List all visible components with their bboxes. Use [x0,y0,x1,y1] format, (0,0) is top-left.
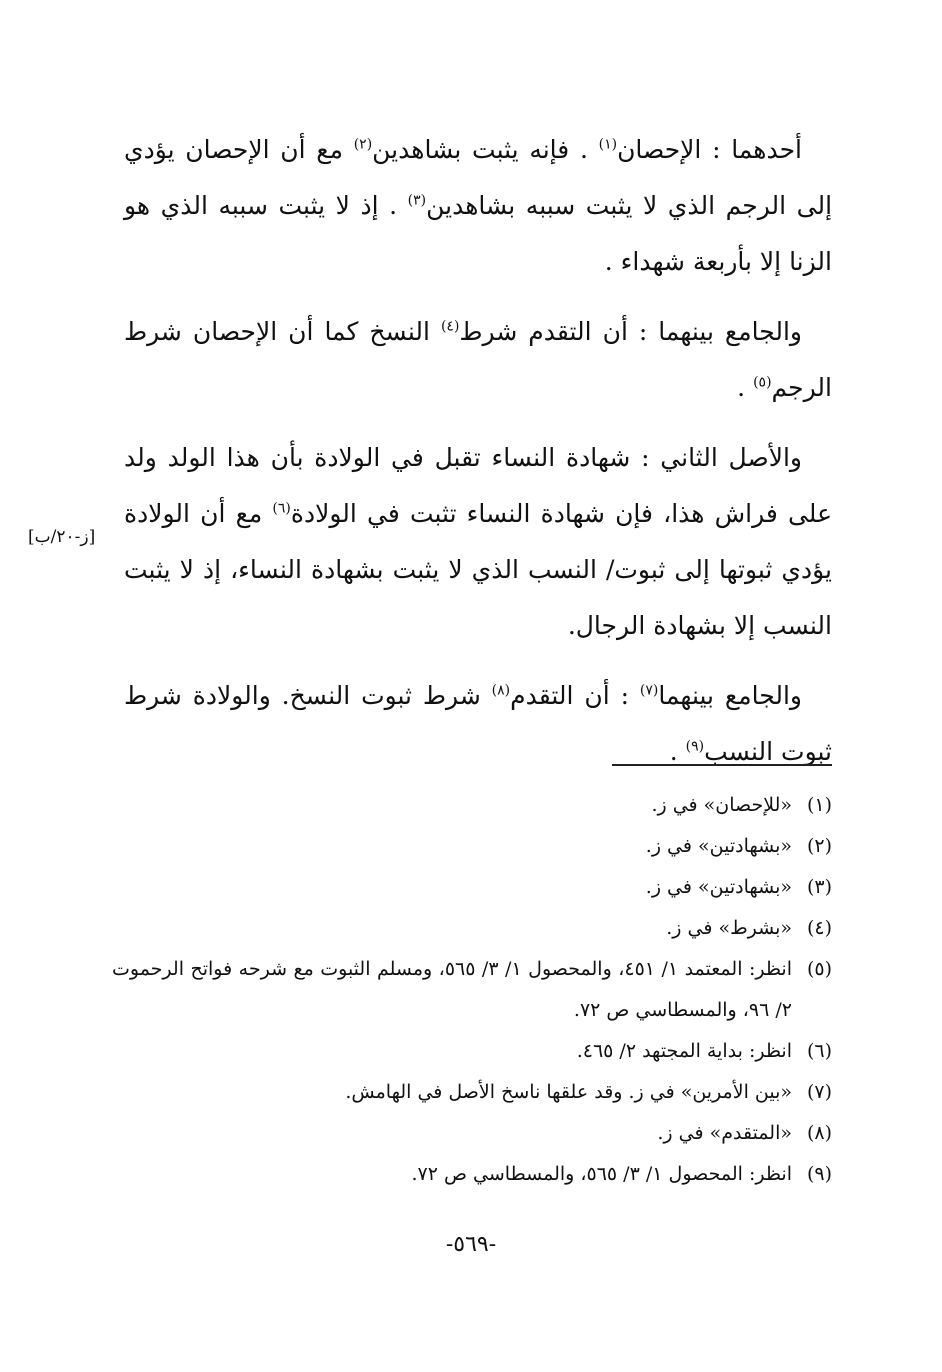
footnote-text: «بشهادتين» في ز. [645,876,792,898]
main-text [124,122,832,780]
footnote [112,908,832,949]
footnote-marker: (٦) [272,500,291,517]
text-run: والجامع بينهما [658,681,802,710]
page-number: -٥٦٩- [445,1232,497,1257]
footnote-marker: (١) [598,136,618,153]
footnote-text: «المتقدم» في ز. [657,1122,792,1144]
text-run: والجامع بينهما : أن التقدم شرط [459,317,803,346]
footnote [112,949,832,1031]
text-run: مع أن الإحصان يؤدي إلى الرجم الذي لا يثبت سببه بشاهدين [124,135,833,220]
footnote [112,1072,832,1113]
footnote-number: (٦) [806,1040,832,1062]
footnote [112,1031,832,1072]
text-run: النسخ كما أن الإحصان شرط الرجم [124,317,832,402]
footnote-text: انظر: المحصول ١/ ٣/ ٥٦٥، والمسطاسي ص ٧٢. [411,1163,792,1185]
footnote-text: انظر: المعتمد ١/ ٤٥١، والمحصول ١/ ٣/ ٥٦٥، ومسلم الثبوت مع شرحه فواتح الرحموت ٢/ ٩٦، والمسطاسي ص ٧٢. [112,958,792,1021]
footnotes-list [112,785,832,1195]
text-run: شرط ثبوت النسخ. والولادة شرط ثبوت النسب [124,681,832,766]
footnote-number: (١) [806,794,832,816]
paragraph-2 [124,304,832,416]
footnote [112,1154,832,1195]
footnote-text: «بشهادتين» في ز. [645,835,792,857]
footnote-number: (٤) [806,917,832,939]
footnote-number: (٨) [806,1122,832,1144]
paragraph-1 [124,122,832,290]
text-run: . [669,737,686,766]
footnote-text: انظر: بداية المجتهد ٢/ ٤٦٥. [576,1040,792,1062]
footnote-marker: (٤) [440,318,460,335]
footnote-text: «للإحصان» في ز. [651,794,792,816]
margin-note: [ز-٢٠/ب] [28,527,96,547]
footnote [112,1113,832,1154]
footnote-marker: (٨) [491,682,511,699]
text-run: . [737,373,754,402]
footnote-number: (٩) [806,1163,832,1185]
text-run: مع أن الولادة يؤدي ثبوتها إلى ثبوت/ النسب الذي لا يثبت بشهادة النساء، إذ لا يثبت النسب إلا بشهادة الرجال. [124,499,832,640]
footnote-text: «بين الأمرين» في ز. وقد علقها ناسخ الأصل في الهامش. [345,1081,792,1103]
paragraph-3 [124,430,832,654]
footnote [112,867,832,908]
footnote-separator [612,764,832,766]
text-run: . فإنه يثبت بشاهدين [372,135,599,164]
footnote-marker: (٧) [639,682,659,699]
footnote-number: (٥) [806,958,832,980]
footnote-marker: (٩) [685,738,705,755]
footnote-marker: (٢) [353,136,373,153]
footnote-number: (٢) [806,835,832,857]
footnote-number: (٧) [806,1081,832,1103]
footnote-number: (٣) [806,876,832,898]
text-run: أحدهما : الإحصان [617,135,802,164]
text-run: . إذ لا يثبت سببه الذي هو الزنا إلا بأربعة شهداء . [124,191,832,276]
text-run: : أن التقدم [510,681,640,710]
footnote [112,785,832,826]
footnote-marker: (٥) [753,374,772,391]
text-run: والأصل الثاني : شهادة النساء تقبل في الولادة بأن هذا الولد ولد على فراش هذا، فإن شهادة النساء تثبت في الولادة [124,443,833,528]
footnote-marker: (٣) [407,192,427,209]
footnote-text: «بشرط» في ز. [666,917,792,939]
footnote [112,826,832,867]
